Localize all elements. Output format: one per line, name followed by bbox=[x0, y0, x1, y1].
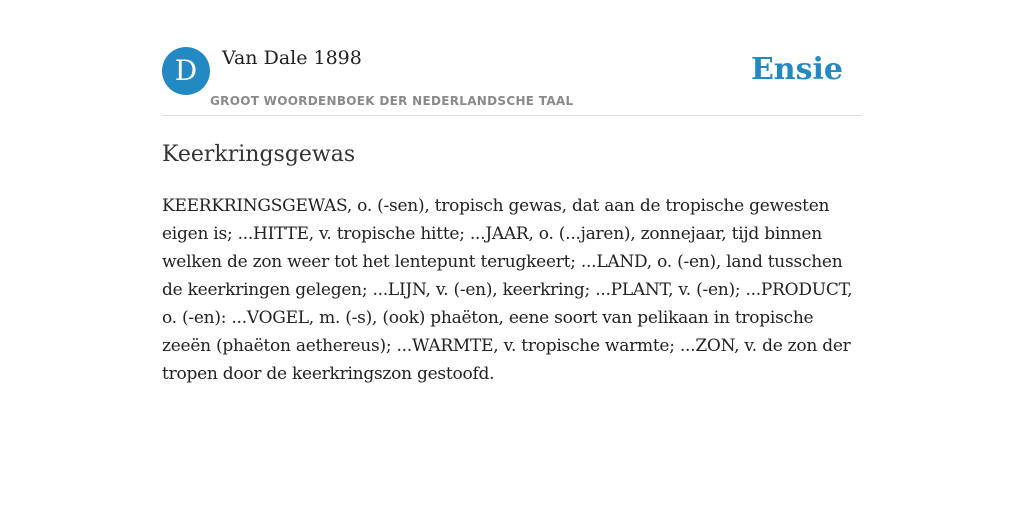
entry-definition bbox=[162, 192, 864, 388]
definition-text: KEERKRINGSGEWAS, o. (-sen), tropisch gewas, dat aan de tropische gewesten eigen is; ...HITTE, v. tropische hitte; ...JAAR, o. (...jaren), zonnejaar, tijd binnen welken de zon weer tot het lentepunt terugkeert; ...LAND, o. (-en), land tusschen de keerkringen gelegen; ...LIJN, v. (-en), keerkring; ...PLANT, v. (-en); ...PRODUCT, o. (-en): ...VOGEL, m. (-s), (ook) phaëton, eene soort van pelikaan in tropische zeeën (phaëton aethereus); ...WARMTE, v. tropische warmte; ...ZON, v. de zon der tropen door de keerkringszon gestoofd. bbox=[162, 196, 853, 384]
header-divider bbox=[162, 115, 862, 116]
entry-title: Keerkringsgewas bbox=[162, 142, 356, 167]
source-subtitle: GROOT WOORDENBOEK DER NEDERLANDSCHE TAAL bbox=[210, 94, 574, 108]
header bbox=[162, 46, 862, 116]
source-logo[interactable]: D bbox=[162, 47, 210, 95]
source-title[interactable]: Van Dale 1898 bbox=[222, 47, 362, 69]
brand-logo[interactable]: Ensie bbox=[750, 52, 843, 87]
